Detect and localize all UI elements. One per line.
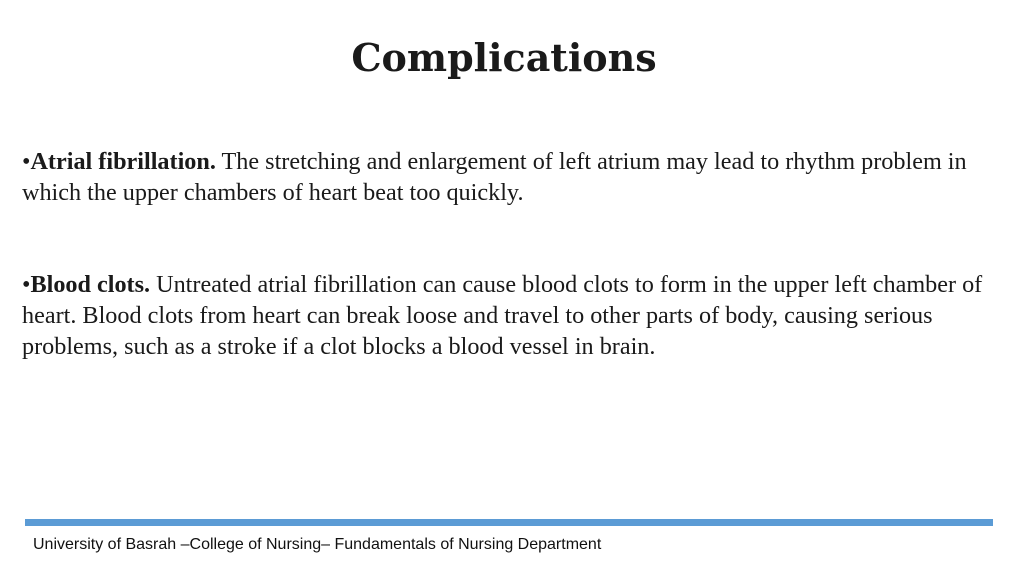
bullet-text: The stretching and enlargement of left atrium may lead to rhythm problem in which the upper chambers of heart beat too quickly. — [22, 148, 967, 206]
bullet-marker: • — [22, 271, 31, 298]
bullet-marker: • — [22, 148, 31, 175]
bullet-term: Blood clots. — [30, 271, 151, 298]
bullet-term: Atrial fibrillation. — [30, 148, 216, 175]
footer-divider-bar — [25, 519, 993, 526]
footer-text: University of Basrah –College of Nursing– Fundamentals of Nursing Department — [33, 536, 602, 553]
bullet-atrial-fibrillation — [22, 146, 1002, 208]
bullet-blood-clots — [22, 269, 1002, 362]
bullet-text: Untreated atrial fibrillation can cause blood clots to form in the upper left chamber of heart. Blood clots from heart can break loose and travel to other parts of body, causing serious problems, such as a stroke if a clot blocks a blood vessel in brain. — [22, 271, 983, 360]
slide-title: Complications — [351, 35, 657, 80]
